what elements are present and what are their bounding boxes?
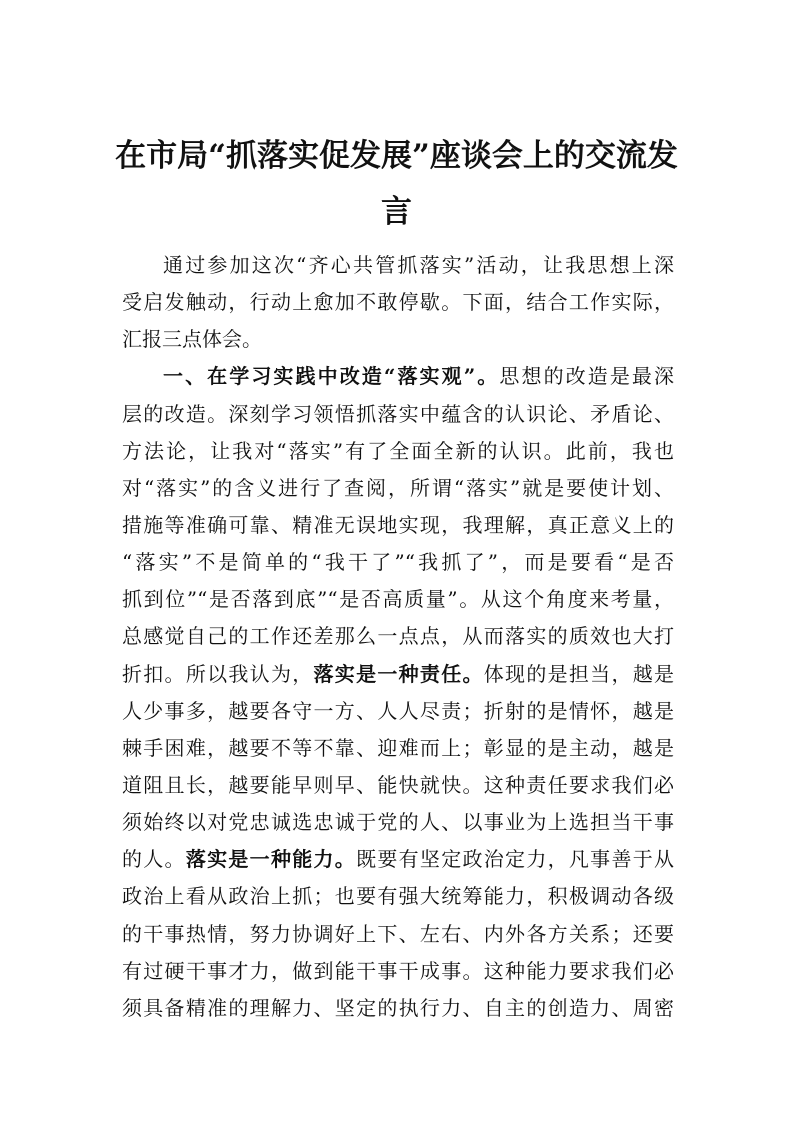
text-line <box>122 358 674 395</box>
text-line <box>122 804 674 841</box>
text-line <box>122 953 674 990</box>
text-line <box>122 878 674 915</box>
body-text: 政治上看从政治上抓；也要有强大统筹能力，积极调动各级 <box>122 884 674 909</box>
body-text: 折扣。所以我认为， <box>122 661 314 686</box>
body-text: 须始终以对党忠诚选忠诚于党的人、以事业为上选担当干事 <box>122 810 674 835</box>
document-body <box>122 247 674 1027</box>
text-line <box>122 470 674 507</box>
body-text: 措施等准确可靠、精准无误地实现，我理解，真正意义上的 <box>122 512 674 537</box>
title-line: 在市局“抓落实促发展”座谈会上的交流发 <box>115 138 678 174</box>
text-line <box>122 396 674 433</box>
text-line <box>122 544 674 581</box>
text-line <box>122 284 674 321</box>
text-line <box>122 841 674 878</box>
body-text: 有过硬干事才力，做到能干事干成事。这种能力要求我们必 <box>122 958 674 983</box>
text-line <box>122 433 674 470</box>
body-text: 体现的是担当，越是 <box>483 661 675 686</box>
text-line <box>122 730 674 767</box>
body-text: 方法论，让我对“落实”有了全面全新的认识。此前，我也 <box>122 438 674 463</box>
body-text: 的人。 <box>122 847 186 872</box>
body-text: 须具备精准的理解力、坚定的执行力、自主的创造力、周密 <box>122 995 674 1020</box>
body-text: “落实”不是简单的“我干了”“我抓了”，而是要看“是否 <box>122 550 674 575</box>
body-text: 既要有坚定政治定力，凡事善于从 <box>356 847 675 872</box>
text-line <box>122 321 674 358</box>
bold-heading-text: 落实是一种能力。 <box>185 847 357 872</box>
text-line <box>122 767 674 804</box>
text-line <box>122 990 674 1027</box>
body-text: 层的改造。深刻学习领悟抓落实中蕴含的认识论、矛盾论、 <box>122 401 674 426</box>
body-text: 思想的改造是最深 <box>499 364 674 389</box>
body-text: 抓到位”“是否落到底”“是否高质量”。从这个角度来考量， <box>122 587 674 612</box>
bold-heading-text: 落实是一种责任。 <box>313 661 484 686</box>
body-text: 受启发触动，行动上愈加不敢停歇。下面，结合工作实际， <box>122 290 674 315</box>
document-title <box>100 128 693 240</box>
bold-heading-text: 一、在学习实践中改造“落实观”。 <box>163 364 500 389</box>
text-line <box>122 581 674 618</box>
body-text: 对“落实”的含义进行了查阅，所谓“落实”就是要使计划、 <box>122 475 674 500</box>
text-line <box>122 916 674 953</box>
body-text: 的干事热情，努力协调好上下、左右、内外各方关系；还要 <box>122 921 674 946</box>
title-line: 言 <box>381 194 412 230</box>
body-text: 道阻且长，越要能早则早、能快就快。这种责任要求我们必 <box>122 772 674 797</box>
body-text: 总感觉自己的工作还差那么一点点，从而落实的质效也大打 <box>122 624 674 649</box>
body-text: 人少事多，越要各守一方、人人尽责；折射的是情怀，越是 <box>122 698 674 723</box>
body-text: 通过参加这次“齐心共管抓落实”活动，让我思想上深 <box>163 253 674 277</box>
body-text: 棘手困难，越要不等不靠、迎难而上；彰显的是主动，越是 <box>122 735 674 760</box>
text-line <box>122 507 674 544</box>
text-line <box>122 618 674 655</box>
body-text: 汇报三点体会。 <box>122 327 262 352</box>
text-line <box>122 656 674 693</box>
text-line <box>122 247 674 284</box>
text-line <box>122 693 674 730</box>
